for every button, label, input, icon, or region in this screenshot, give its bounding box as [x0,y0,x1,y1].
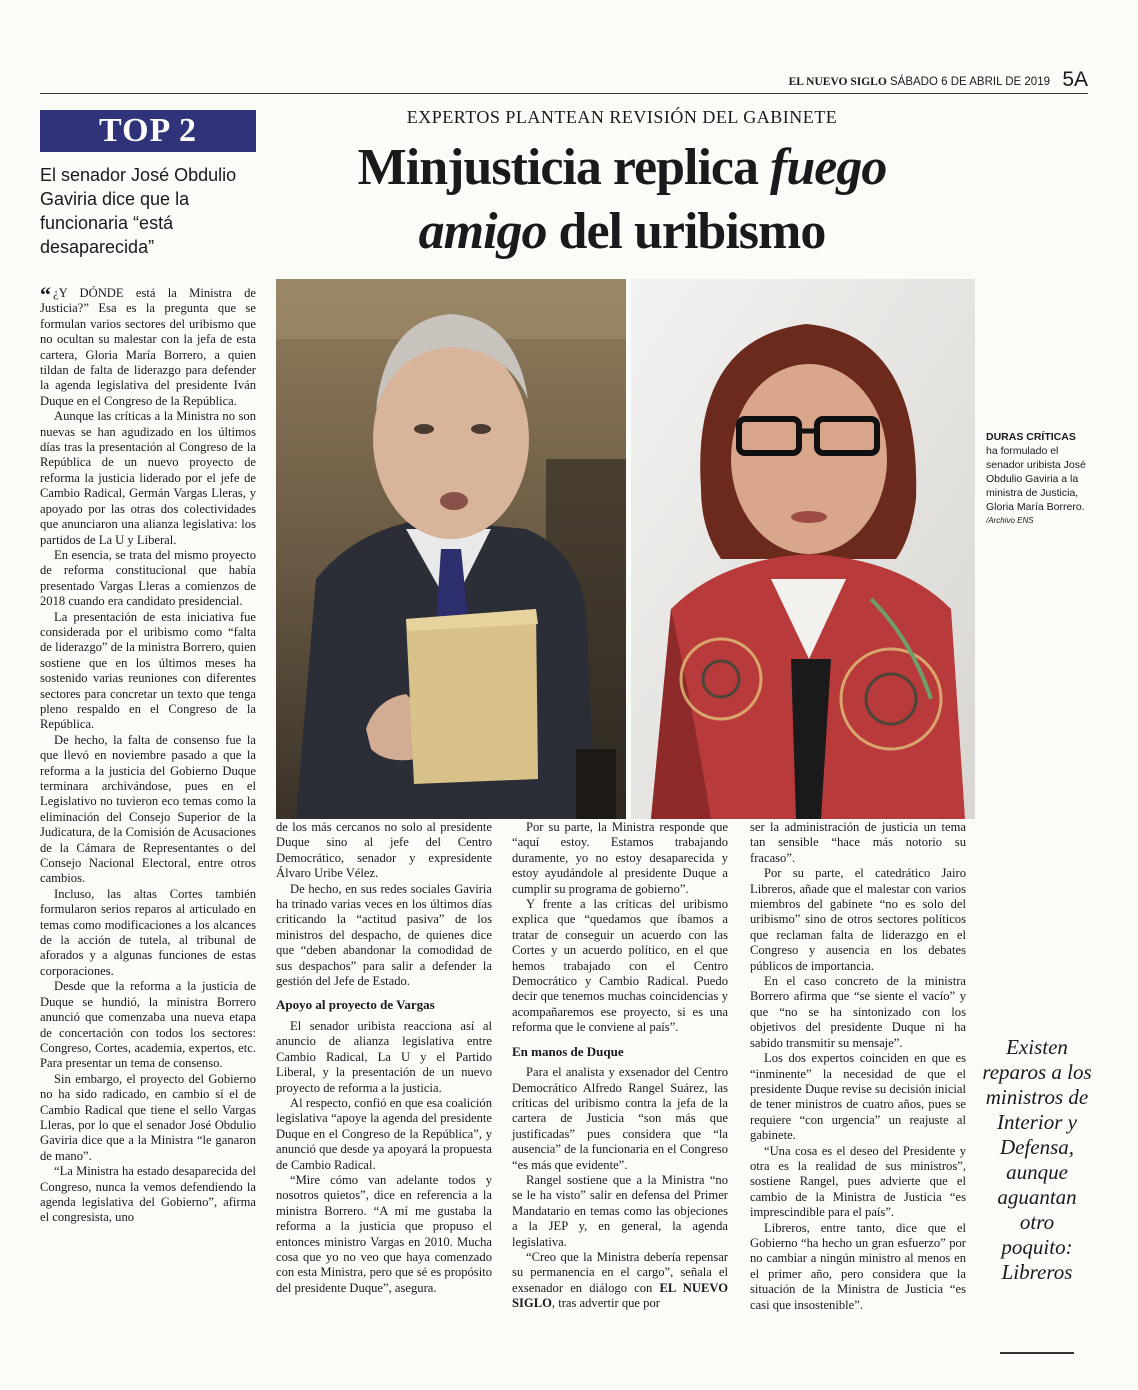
drop-quote: “ [40,282,51,307]
paragraph: Aunque las críticas a la Ministra no son nuevas se han agudizado en los últimos días tras la presentación al Congreso de la República de un nuevo proyecto de reforma la justicia liderado por el jefe de Cambio Radical, Germán Vargas Lleras, y apoyado por las otras dos colectividades que anunciaron una alianza legislativa: los partidos de La U y Liberal. [40,409,256,547]
column-2 [276,820,492,1296]
paper-name: EL NUEVO SIGLO [788,76,887,88]
paragraph: En el caso concreto de la ministra Borrero afirma que “se siente el vacío” y que “no se ha sintonizado con los objetivos del presidente Duque ni ha sabido transmitir su mensaje”. [750,974,966,1050]
top2-badge: TOP 2 [40,110,256,152]
paragraph: ser la administración de justicia un tema tan sensible “hace más notorio su fracaso”. [750,820,966,865]
paragraph: Los dos expertos coinciden en que es “inminente” la necesidad de que el presidente Duque revise su decisión inicial de tener ministros de cuatro años, pues se requiere “con urgencia” un reajuste al gabinete. [750,1051,966,1143]
pull-quote-rule [1000,1352,1074,1354]
caption-text: ha formulado el senador uribista José Obdulio Gaviria a la ministra de Justicia, Gloria María Borrero. [986,445,1086,513]
photo-minister [631,279,975,819]
paragraph: El senador uribista reacciona así al anuncio de alianza legislativa entre Cambio Radical, La U y el Partido Liberal, y la presentación de un nuevo proyecto de reforma a la justicia. [276,1018,492,1095]
column-1 [40,282,256,1226]
masthead [40,68,1088,94]
paragraph: En esencia, se trata del mismo proyecto de reforma constitucional que había presentado Vargas Lleras a comienzos de 2018 cuando era candidato presidencial. [40,547,256,609]
paragraph: Rangel sostiene que a la Ministra “no se le ha visto” salir en defensa del Primer Mandatario en temas como las objeciones a la JEP y, en general, la agenda legislativa. [512,1172,728,1249]
article-headline [276,136,968,264]
article-kicker: EXPERTOS PLANTEAN REVISIÓN DEL GABINETE [406,107,838,127]
photo-senator [276,279,626,819]
pull-quote: Existen reparos a los ministros de Interior y Defensa, aunque aguantan otro poquito: Libreros [982,1035,1092,1284]
paragraph: “Una cosa es el deseo del Presidente y otra es la realidad de sus ministros”, sostiene Rangel, pues advierte que el cambio de la Ministra de Justicia “es imprescindible para el país”. [750,1143,966,1220]
paragraph: “ ¿Y DÓNDE está la Ministra de Justicia?” Esa es la pregunta que se formulan varios sectores del uribismo que no ocultan su malestar con la jefa de esta cartera, Gloria María Borrero, a quien tildan de falta de liderazgo para defender la agenda legislativa del presidente Iván Duque en el Congreso de la República. [40,282,256,408]
paragraph: De hecho, la falta de consenso fue la que llevó en noviembre pasado a que la reforma a la justicia del Gobierno Duque terminara archivándose, pues en el Legislativo no tuvieron eco temas como la eliminación del Consejo Superior de la Judicatura, de la Comisión de Acusaciones de la Cámara de Representantes o del Consejo Nacional Electoral, entre otros cambios. [40,732,256,886]
paragraph: “La Ministra ha estado desaparecida del Congreso, nunca la vemos defendiendo la agenda legislativa del Gobierno”, afirma el congresista, uno [40,1164,256,1225]
issue-date: SÁBADO 6 DE ABRIL DE 2019 [889,76,1050,88]
paragraph: De hecho, en sus redes sociales Gaviria ha trinado varias veces en los últimos días criticando la “actitud pasiva” de los ministros del despacho, de quienes dice que “deben abandonar la comodidad de sus despachos” para salir a defender la gestión del Jefe de Estado. [276,881,492,989]
caption-lead: DURAS CRÍTICAS [986,431,1076,443]
paragraph: Libreros, entre tanto, dice que el Gobierno “ha hecho un gran esfuerzo” por no cambiar a ningún ministro al menos en el primer año, pero considera que la situación de la Ministra de Justicia “es casi que insostenible”. [750,1220,966,1312]
paragraph: Desde que la reforma a la justicia de Duque se hundió, la ministra Borrero anunció que comenzaba una nueva etapa de concertación con todos los sectores: Congreso, Cortes, academia, expertos, etc. Para presentar un tema de consenso. [40,979,256,1071]
paragraph: La presentación de esta iniciativa fue considerada por el uribismo como “falta de liderazgo” de la ministra Borrero, quien sostiene que en los últimos meses ha sostenido varias reuniones con diferentes sectores para concretar un texto que tenga pleno respaldo en el Congreso de la República. [40,609,256,732]
paragraph: Al respecto, confió en que esa coalición legislativa “apoye la agenda del presidente Duque en el Congreso de la República”, y anunció que desde ya apoyará la propuesta de Cambio Radical. [276,1095,492,1172]
headline-part-3: amigo [418,203,547,260]
paragraph: Por su parte, la Ministra responde que “aquí estoy. Estamos trabajando duramente, yo no estoy desaparecida y estoy ayudándole al presidente Duque a cumplir su programa de gobierno”. [512,820,728,896]
photo-senator-image [276,279,626,819]
subhead-apoyo: Apoyo al proyecto de Vargas [276,997,435,1013]
photo-minister-image [631,279,975,819]
paragraph: “Mire cómo van adelante todos y nosotros quietos”, dice en referencia a la ministra Borrero. “A mí me gustaba la reforma a la justicia que propuso el entonces ministro Vargas en 2010. Mucha cosa que yo no veo que haya comenzado con esta Ministra, pero que sé es propósito del presidente Duque”, asegura. [276,1172,492,1295]
column-3 [512,820,728,1312]
headline-part-2: fuego [770,139,887,196]
paragraph: Por su parte, el catedrático Jairo Libreros, añade que el malestar con varios miembros del gabinete “no es solo del uribismo” sino de otros sectores políticos que reclaman falta de liderazgo en el Congreso y ausencia en los debates públicos de importancia. [750,866,966,973]
photo-caption [986,430,1090,528]
paragraph: “Creo que la Ministra debería repensar su permanencia en el cargo”, señala el exsenador en diálogo con EL NUEVO SIGLO, tras advertir que por [512,1249,728,1311]
paragraph: de los más cercanos no solo al presidente Duque sino al jefe del Centro Democrático, senador y expresidente Álvaro Uribe Vélez. [276,820,492,881]
subhead-duque: En manos de Duque [512,1043,624,1059]
paragraph: Y frente a las críticas del uribismo explica que “quedamos que íbamos a tratar de conseguir un acuerdo con las Cortes y un acuerdo político, en el que hemos trabajado con el Centro Democrático y Cambio Radical. Puedo decir que tenemos muchas coincidencias y acompañaremos ese proyecto, si es una reforma que le conviene al país”. [512,897,728,1035]
paragraph: Para el analista y exsenador del Centro Democrático Alfredo Rangel Suárez, las críticas del uribismo contra la jefa de la cartera de Justicia “son más que justificadas” pues considera que “la ausencia” de la funcionaria en el Congreso “es más que evidente”. [512,1065,728,1172]
photo-credit: /Archivo ENS [986,516,1034,525]
top2-dek: El senador José Obdulio Gaviria dice que la funcionaria “está desaparecida” [40,165,237,257]
headline-part-1: Minjusticia replica [357,139,758,196]
masthead-info [789,76,1050,88]
headline-part-4: del uribismo [558,203,826,260]
page-number: 5A [1062,68,1088,91]
paper-mention: EL NUEVO SIGLO [512,1280,728,1311]
paragraph: Sin embargo, el proyecto del Gobierno no ha sido radicado, en cambio sí el de Cambio Radical que tiene el sello Vargas Lleras, por lo que el senador José Obdulio Gaviria dice que a la Ministra “le ganaron de mano”. [40,1071,256,1163]
paragraph: Incluso, las altas Cortes también formularon serios reparos al articulado en temas como modificaciones a los alcances de la acción de tutela, al tribunal de aforados y a algunas funciones de estas corporaciones. [40,886,256,978]
column-4 [750,820,966,1313]
